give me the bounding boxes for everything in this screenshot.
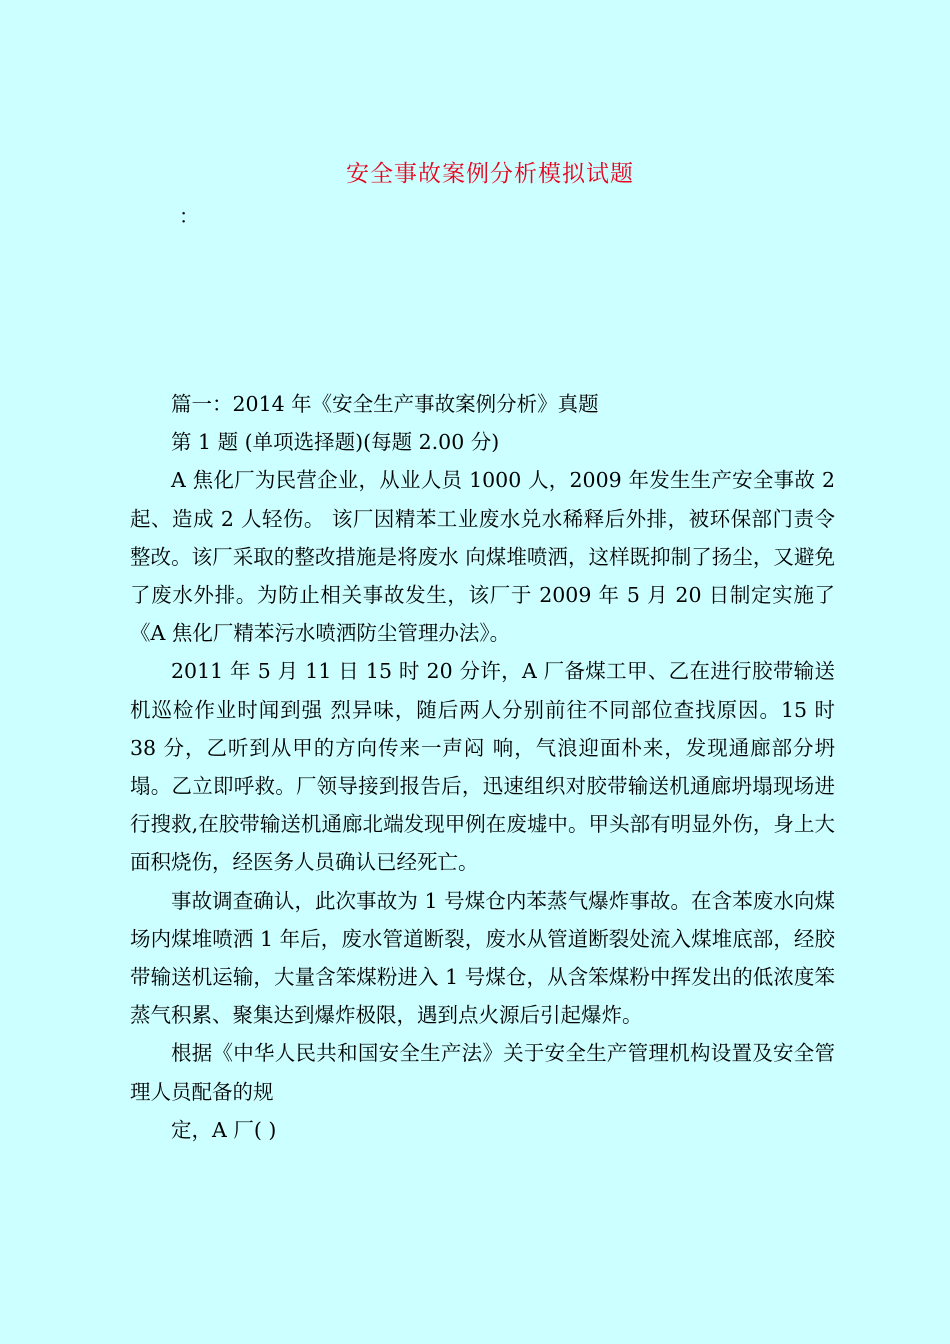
document-title: 安全事故案例分析模拟试题 bbox=[346, 161, 634, 187]
question-stem-end: 定，A 厂( ) bbox=[171, 1117, 277, 1142]
question-header: 第 1 题 (单项选择题)(每题 2.00 分) bbox=[171, 430, 500, 455]
paragraph-question: 根据《中华人民共和国安全生产法》关于安全生产管理机构设置及安全管理人员配备的规 bbox=[130, 1041, 835, 1104]
paragraph-incident: 2011 年 5 月 11 日 15 时 20 分许，A 厂备煤工甲、乙在进行胶带输送机巡检作业时闻到强 烈异味，随后两人分别前往不同部位查找原因。15 时 38 分，乙听到从甲的方向传来一声闷 响，气浪迎面朴来，发现通廊部分坍塌。乙立即呼救。厂领导接到报告后，迅速组织对胶带输送机通廊坍塌现场进行搜救,在胶带输送机通廊北端发现甲例在废墟中。甲头部有明显外伤，身上大面积烧伤，经医务人员确认已经死亡。 bbox=[130, 659, 835, 875]
paragraph-investigation: 事故调查确认，此次事故为 1 号煤仓内苯蒸气爆炸事故。在含苯废水向煤场内煤堆喷洒 1 年后，废水管道断裂，废水从管道断裂处流入煤堆底部，经胶带输送机运输，大量含笨煤粉进入 1 号煤仓，从含笨煤粉中挥发出的低浓度笨蒸气积累、聚集达到爆炸极限，遇到点火源后引起爆炸。 bbox=[130, 888, 835, 1028]
section-heading: 篇一：2014 年《安全生产事故案例分析》真题 bbox=[171, 392, 599, 416]
document-body bbox=[130, 385, 835, 1149]
paragraph-background: A 焦化厂为民营企业，从业人员 1000 人，2009 年发生生产安全事故 2 起、造成 2 人轻伤。 该厂因精苯工业废水兑水稀释后外排，被环保部门责令整改。该厂采取的整改措施是将废水 向煤堆喷洒，这样既抑制了扬尘，又避免了废水外排。为防止相关事故发生，该厂于 2009 年 5 月 20 日制定实施了《A 焦化厂精苯污水喷洒防尘管理办法》。 bbox=[130, 468, 835, 646]
stray-colon: ： bbox=[179, 204, 199, 228]
